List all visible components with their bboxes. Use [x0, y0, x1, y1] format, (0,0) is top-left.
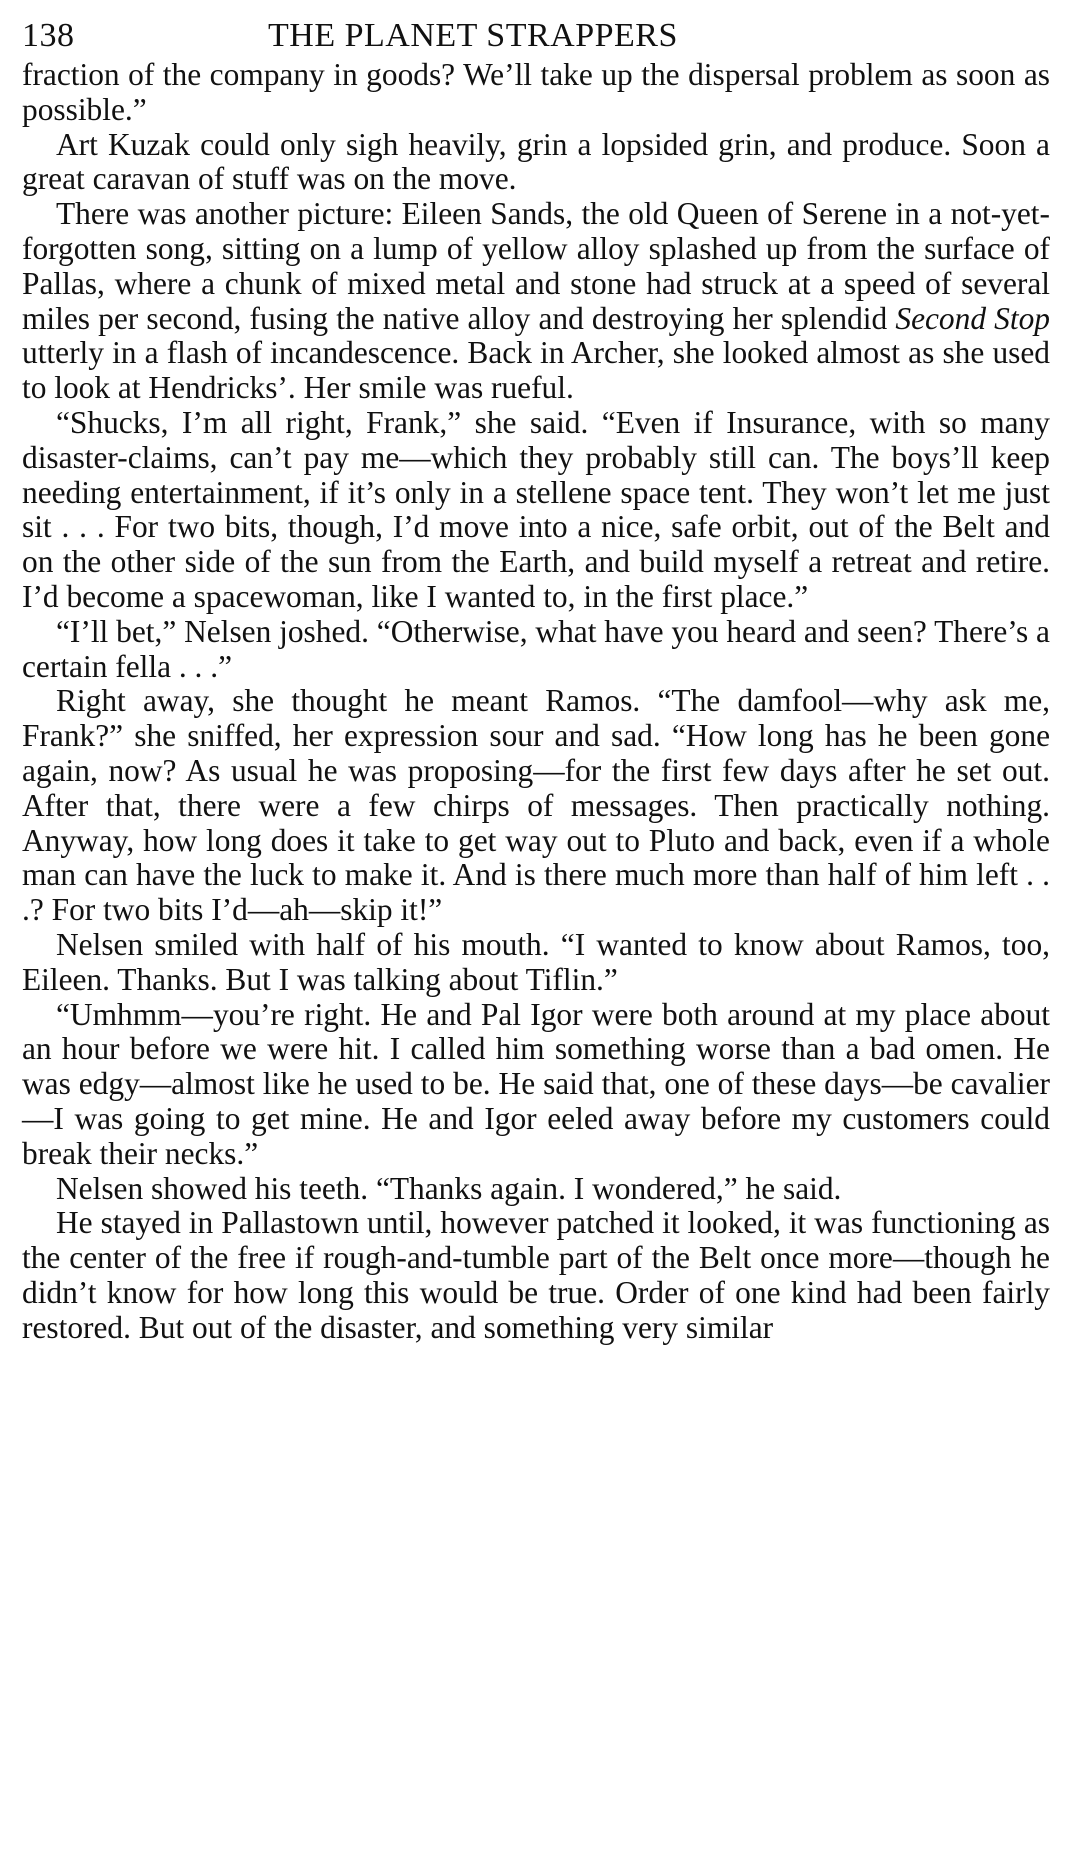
paragraph-1: fraction of the company in goods? We’ll take up the dispersal problem as soon as possible.” — [22, 57, 1050, 127]
book-page — [22, 14, 1050, 1345]
body-text — [22, 58, 1050, 1345]
paragraph-6: Right away, she thought he meant Ramos. “The damfool—why ask me, Frank?” she sniffed, her expression sour and sad. “How long has he been gone again, now? As usual he was proposing—for the first few days after he set out. After that, there were a few chirps of messages. Then practically nothing. Anyway, how long does it take to get way out to Pluto and back, even if a whole man can have the luck to make it. And is there much more than half of him left . . .? For two bits I’d—ah—skip it!” — [22, 683, 1050, 928]
paragraph-2: Art Kuzak could only sigh heavily, grin a lopsided grin, and produce. Soon a great caravan of stuff was on the move. — [22, 126, 1050, 197]
page-number: 138 — [22, 17, 75, 54]
paragraph-4: “Shucks, I’m all right, Frank,” she said. “Even if Insurance, with so many disaster-claims, can’t pay me—which they probably still can. The boys’ll keep needing entertainment, if it’s only in a stellene space tent. They won’t let me just sit . . . For two bits, though, I’d move into a nice, safe orbit, out of the Belt and on the other side of the sun from the Earth, and build myself a retreat and retire. I’d become a spacewoman, like I wanted to, in the first place.” — [22, 404, 1050, 614]
paragraph-3 — [22, 197, 1050, 406]
paragraph-9: Nelsen showed his teeth. “Thanks again. I wondered,” he said. — [56, 1170, 842, 1206]
paragraph-3-text-after: utterly in a flash of incandescence. Back in Archer, she looked almost as she used to look at Hendricks’. Her smile was rueful. — [22, 335, 1050, 406]
paragraph-3-text-before: There was another picture: Eileen Sands, the old Queen of Serene in a not-yet-forgotten song, sitting on a lump of yellow alloy splashed up from the surface of Pallas, where a chunk of mixed metal and stone had struck at a speed of several miles per second, fusing the native alloy and destroying her splendid — [22, 196, 1050, 336]
ship-name-italic: Second Stop — [895, 300, 1050, 336]
paragraph-8: “Umhmm—you’re right. He and Pal Igor were both around at my place about an hour before we were hit. I called him something worse than a bad omen. He was edgy—almost like he used to be. He said that, one of these days—be cavalier—I was going to get mine. He and Igor eeled away before my customers could break their necks.” — [22, 996, 1050, 1171]
page-header — [22, 14, 1050, 58]
paragraph-5: “I’ll bet,” Nelsen joshed. “Otherwise, what have you heard and seen? There’s a certain fella . . .” — [22, 613, 1050, 684]
paragraph-7: Nelsen smiled with half of his mouth. “I wanted to know about Ramos, too, Eileen. Thanks. But I was talking about Tiflin.” — [22, 926, 1050, 997]
running-title: THE PLANET STRAPPERS — [268, 17, 678, 54]
paragraph-10: He stayed in Pallastown until, however patched it looked, it was functioning as the center of the free if rough-and-tumble part of the Belt once more—though he didn’t know for how long this would be true. Order of one kind had been fairly restored. But out of the disaster, and something very similar — [22, 1205, 1050, 1345]
